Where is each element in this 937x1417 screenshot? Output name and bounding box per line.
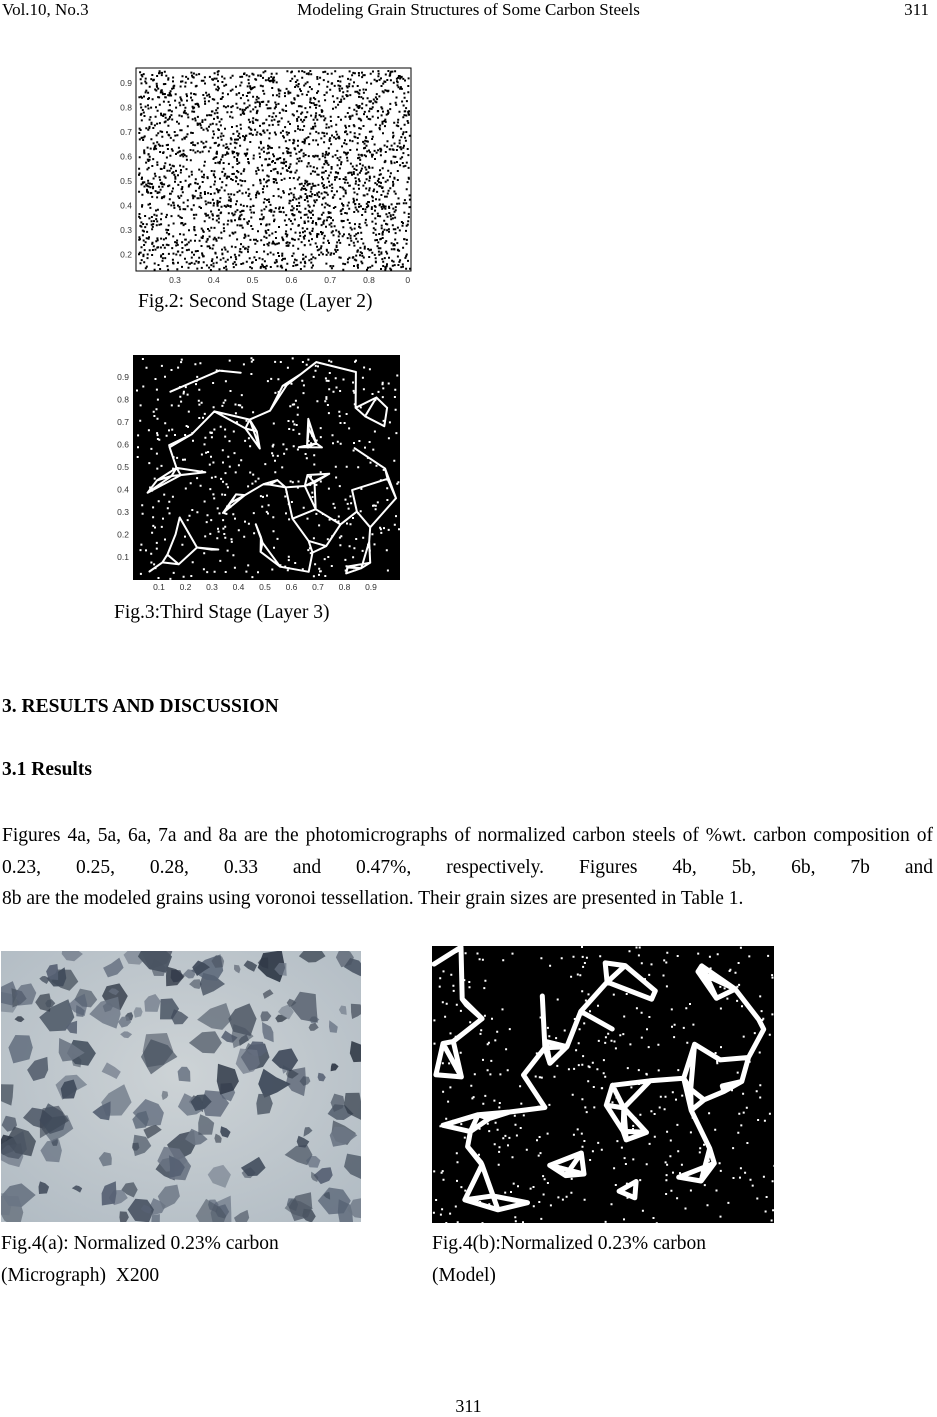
fig2-xtick: 0.5 <box>246 275 259 285</box>
fig4b-caption <box>432 1228 706 1292</box>
section-heading: 3. RESULTS AND DISCUSSION <box>2 696 279 717</box>
fig3-plot <box>108 352 408 594</box>
fig4b-model-image <box>432 946 774 1223</box>
fig3-xtick: 0.3 <box>206 582 218 592</box>
fig2-ytick: 0.2 <box>120 249 132 260</box>
fig3-ytick: 0.5 <box>117 462 129 472</box>
fig3-ytick: 0.7 <box>117 417 129 427</box>
fig2-xtick: 0.3 <box>169 275 181 285</box>
subsection-heading: 3.1 Results <box>2 759 92 780</box>
header-page: 311 <box>904 0 929 19</box>
fig4a-caption-line2: (Micrograph) X200 <box>1 1265 160 1286</box>
fig2-ytick: 0.7 <box>120 127 132 137</box>
fig3-xtick: 0.9 <box>365 582 377 592</box>
fig2-ytick: 0.8 <box>120 102 132 113</box>
results-paragraph <box>2 820 933 915</box>
fig3-ytick: 0.1 <box>117 552 129 562</box>
fig3-ytick: 0.8 <box>117 394 129 405</box>
fig3-ytick: 0.9 <box>117 372 129 382</box>
fig2-xtick: 0 <box>405 275 411 285</box>
fig2-ytick: 0.4 <box>120 200 132 211</box>
fig3-xtick: 0.6 <box>285 582 298 592</box>
fig4a-caption-line1: Fig.4(a): Normalized 0.23% carbon <box>1 1233 279 1254</box>
fig2-xtick: 0.7 <box>324 275 337 285</box>
fig2-xtick: 0.8 <box>363 275 375 285</box>
fig4a-caption <box>1 1228 279 1292</box>
fig2-ytick: 0.6 <box>120 151 132 162</box>
fig2-plot <box>110 62 422 290</box>
fig3-ytick: 0.6 <box>117 439 129 450</box>
fig3-xtick: 0.8 <box>338 582 351 592</box>
fig3-caption: Fig.3:Third Stage (Layer 3) <box>114 602 330 623</box>
fig2-ytick: 0.3 <box>120 225 132 235</box>
fig2-xtick: 0.6 <box>285 275 298 285</box>
fig2-ytick: 0.9 <box>120 78 132 88</box>
fig3-ytick: 0.4 <box>117 484 129 495</box>
fig3-ytick: 0.2 <box>117 529 129 540</box>
header-title: Modeling Grain Structures of Some Carbon Steels <box>297 0 640 19</box>
header-volume: Vol.10, No.3 <box>2 0 89 19</box>
fig4b-caption-line2: (Model) <box>432 1265 496 1286</box>
fig2-xtick: 0.4 <box>207 275 220 285</box>
fig3-xtick: 0.7 <box>312 582 324 592</box>
fig3-xtick: 0.4 <box>232 582 245 592</box>
paragraph-body: Figures 4a, 5a, 6a, 7a and 8a are the photomicrographs of normalized carbon steels of %wt. carbon composition of 0.23, 0.25, 0.28, 0.33 and 0.47%, respectively. Figures 4b, 5b, 6b, 7b and <box>2 825 933 878</box>
footer-page-number: 311 <box>455 1396 482 1416</box>
fig3-ytick: 0.3 <box>117 507 129 517</box>
fig2-ytick: 0.5 <box>120 176 132 186</box>
fig3-xtick: 0.2 <box>179 582 192 592</box>
paragraph-last-line: 8b are the modeled grains using voronoi tessellation. Their grain sizes are presented in Table 1. <box>2 888 744 909</box>
fig3-xtick: 0.1 <box>153 582 165 592</box>
fig4a-micrograph-image <box>1 951 361 1222</box>
fig3-xtick: 0.5 <box>259 582 271 592</box>
fig2-caption: Fig.2: Second Stage (Layer 2) <box>138 291 373 312</box>
fig4b-caption-line1: Fig.4(b):Normalized 0.23% carbon <box>432 1233 707 1254</box>
